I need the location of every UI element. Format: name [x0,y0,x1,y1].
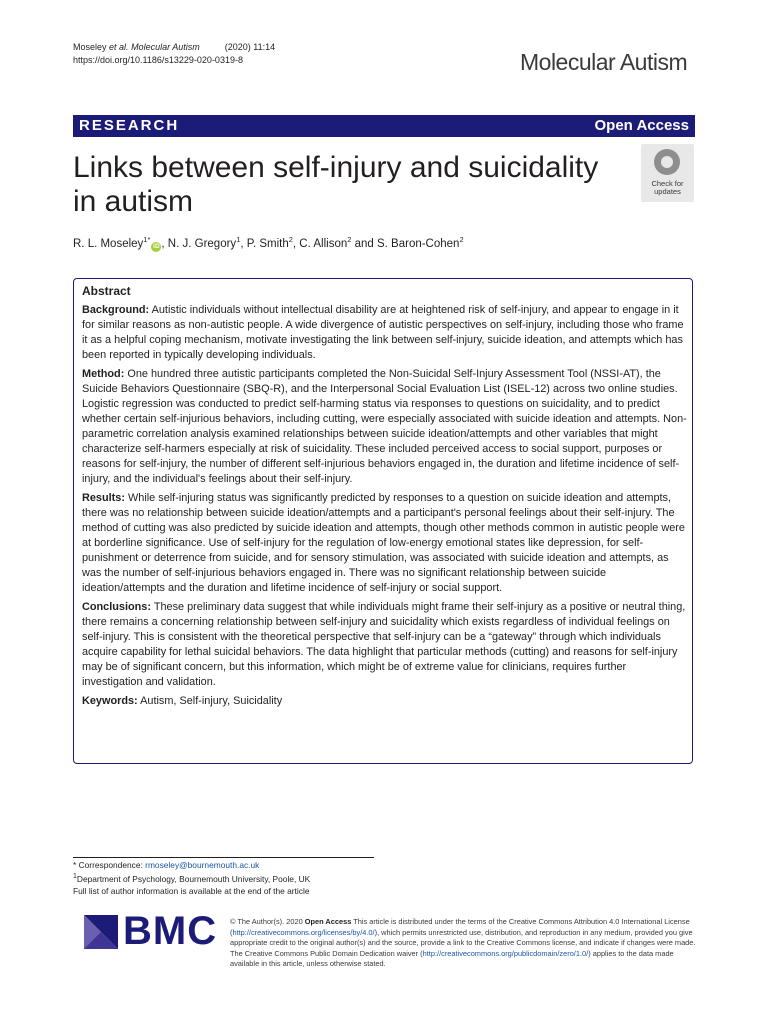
abstract-section-text: While self-injuring status was significantly predicted by responses to a question on suicide ideation and attempts, there was no relationship between suicide ideation/attempts and a participant's personal feelings about their self-injury. The method of cutting was also predicted by suicide ideation and attempts, though other methods common in autistic people were at borderline significance. Use of self-injury for the regulation of low-energy emotional states like depression, for self-punishment or deterrence from suicide, and for sensory stimulation, was associated with suicide ideation and attempts, as was the number of self-injurious behaviors engaged in. There was no significant relationship between suicide ideation/attempts and the duration and lifetime incidence of self-injury or social support. [82,492,685,594]
citation-line [73,41,275,54]
section-label: RESEARCH [79,117,180,134]
author-affiliation-sup: 2 [288,235,293,244]
updates-line1: Check for [651,179,684,188]
citation-header [73,41,275,67]
check-for-updates-text [641,180,694,196]
copyright-text: © The Author(s). 2020 [230,917,303,926]
author-separator: and [351,237,377,250]
author-name[interactable]: P. Smith [246,237,289,250]
doi-link[interactable]: https://doi.org/10.1186/s13229-020-0319-8 [73,55,243,65]
license-text-3: ) applies to the data made available in this article, unless otherwise stated. [230,948,674,968]
author-affiliation-sup: 2 [459,235,464,244]
author-separator: , [161,237,168,250]
footnotes [73,859,310,897]
abstract-section-text: One hundred three autistic participants completed the Non-Suicidal Self-Injury Assessment Tool (NSSI-AT), the Suicide Behaviors Questionnaire (SBQ-R), and the Interpersonal Social Evaluation List (ISEL-12) across two online studies. Logistic regression was conducted to predict self-harming status via responses to questions on suicidality, and to predict whether certain self-injurious behaviors, including cutting, were especially associated with suicide ideation and attempts. Non-parametric correlation analysis examined relationships between suicide ideation/attempts and other variables that might characterize self-harmers especially at risk of suicidality. These included perceived access to social support, purposes or reasons for self-injury, the number of different self-injurious behaviors engaged in, the duration and lifetime incidence of self-injury, and the individual's feelings about their self-injury. [82,368,687,485]
license-text-2: ), which permits unrestricted use, distribution, and reproduction in any medium, provided you give appropriate credit to the original author(s) and the source, provide a link to the Creative Commons license, and indicate if changes were made. The Creative Commons Public Domain Dedication waiver ( [230,927,696,958]
abstract-section-text: Autistic individuals without intellectual disability are at heightened risk of self-injury, and appear to engage in it for similar reasons as non-autistic people. A wide divergence of autistic perspectives on self-injury, including those who frame it as a helpful coping mechanism, motivate investigating the link between self-injury, suicide ideation, and attempts which has been reported in typically developing individuals. [82,304,684,361]
abstract-section-label: Keywords: [82,695,138,707]
affiliation-sup: 1 [73,873,77,880]
open-access-label: Open Access [594,117,689,134]
affiliation-line [73,871,310,885]
author-name[interactable]: S. Baron-Cohen [376,237,460,250]
correspondence-label: * Correspondence: [73,860,143,870]
check-for-updates-icon [654,149,680,175]
cc-by-license-link[interactable]: http://creativecommons.org/licenses/by/4.0/ [232,927,375,937]
check-for-updates-icon-inner [661,156,673,168]
abstract-results [82,491,687,596]
orcid-icon[interactable]: iD [153,242,160,250]
author-name[interactable]: C. Allison [299,237,348,250]
bmc-logo[interactable] [84,909,219,953]
abstract-section-label: Results: [82,492,125,504]
correspondence-line [73,859,310,871]
abstract-section-text: Autism, Self-injury, Suicidality [140,695,283,707]
abstract-section-text: These preliminary data suggest that while individuals might frame their self-injury as a positive or neutral thing, there remains a concerning relationship between self-injury and suicidality which exists regardless of individual feelings on self-injury. This is consistent with the theoretical perspective that self-injury can be a “gateway” through which individuals acquire capability for lethal suicidal behaviors. The data highlight that particular methods (cutting) and reasons for self-injury may be of significant concern, but this information, which might be of extreme value for clinicians, requires further investigation and validation. [82,601,686,688]
author-name[interactable]: R. L. Moseley [73,237,144,250]
abstract-section-label: Background: [82,304,150,316]
abstract-heading: Abstract [82,284,131,298]
cc-zero-waiver-link[interactable]: http://creativecommons.org/publicdomain/zero/1.0/ [422,948,589,958]
citation-authors: Moseley [73,42,107,52]
abstract-background [82,303,687,363]
open-access-text: Open Access [304,917,352,926]
abstract-section-label: Method: [82,368,125,380]
section-band [73,115,695,137]
updates-line2: updates [654,187,681,196]
citation-journal: Molecular Autism [131,42,200,52]
abstract-conclusions [82,600,687,690]
abstract-box [73,278,693,764]
author-name[interactable]: N. J. Gregory [167,237,237,250]
abstract-method [82,367,687,487]
author-info-note: Full list of author information is available at the end of the article [73,885,310,896]
author-affiliation-sup: 1* [143,235,151,244]
author-affiliation-sup: 1 [236,235,241,244]
check-for-updates-badge[interactable] [641,144,694,202]
license-statement [230,917,698,970]
abstract-keywords [82,694,687,709]
journal-logo: Molecular Autism [520,49,688,75]
author-separator: , [240,237,247,250]
correspondence-email-link[interactable]: rmoseley@bournemouth.ac.uk [145,860,260,870]
author-separator: , [292,237,300,250]
bmc-logo-icon [84,915,118,949]
footnote-divider [73,857,374,858]
abstract-content [82,284,687,713]
article-title: Links between self-injury and suicidality in autism [73,151,599,218]
license-text-1: This article is distributed under the terms of the Creative Commons Attribution 4.0 International License ( [230,917,690,937]
author-affiliation-sup: 2 [347,235,352,244]
abstract-section-label: Conclusions: [82,601,151,613]
affiliation-text: Department of Psychology, Bournemouth University, Poole, UK [76,873,311,884]
citation-etal: et al. [109,42,129,52]
author-list [73,235,464,252]
bmc-logo-text: BMC [123,909,218,953]
citation-year-volume: (2020) 11:14 [224,42,276,52]
